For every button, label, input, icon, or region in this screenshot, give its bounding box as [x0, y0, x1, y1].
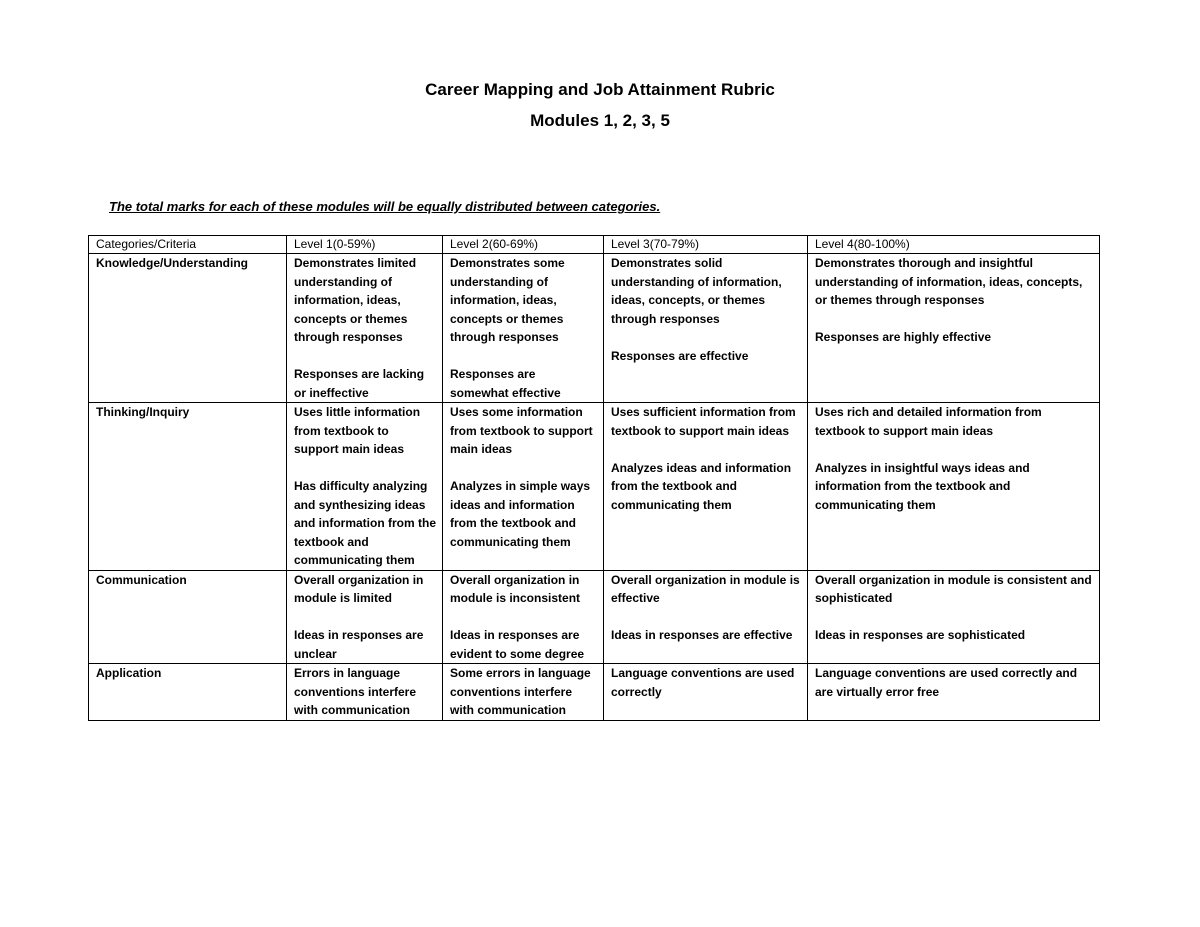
category-label: Knowledge/Understanding: [89, 254, 287, 403]
cell-level-2: [443, 403, 604, 571]
cell-level-4: [808, 403, 1100, 571]
cell-text: Errors in language conventions interfere with communication: [294, 666, 417, 717]
cell-level-2: [443, 570, 604, 664]
cell-text: Responses are effective: [611, 348, 749, 363]
cell-text: Language conventions are used correctly and are virtually error free: [815, 666, 1078, 699]
cell-text: Demonstrates some understanding of information, ideas, concepts or themes through responses: [450, 256, 565, 344]
cell-level-4: [808, 664, 1100, 721]
cell-text: Has difficulty analyzing and synthesizing ideas and information from the textbook and communicating them: [294, 479, 436, 567]
cell-level-1: [287, 254, 443, 403]
cell-text: Ideas in responses are effective: [611, 628, 793, 642]
cell-level-3: [604, 254, 808, 403]
rubric-table: [88, 235, 1100, 721]
distribution-note: The total marks for each of these modules will be equally distributed between categories.: [109, 199, 661, 214]
cell-text: Ideas in responses are evident to some degree: [450, 628, 585, 661]
cell-level-2: [443, 664, 604, 721]
cell-level-3: [604, 403, 808, 571]
cell-text: Some errors in language conventions interfere with communication: [450, 666, 591, 717]
cell-text: Overall organization in module is limited: [294, 572, 424, 605]
row-thinking: [89, 403, 1100, 571]
header-criteria: Categories/Criteria: [89, 236, 287, 254]
page-title: Career Mapping and Job Attainment Rubric: [425, 80, 775, 99]
cell-text: Uses some information from textbook to support main ideas: [450, 405, 593, 456]
cell-text: Responses are lacking or ineffective: [294, 367, 425, 400]
category-label: Communication: [89, 570, 287, 664]
cell-level-2: [443, 254, 604, 403]
cell-text: Overall organization in module is inconsistent: [450, 572, 581, 605]
cell-text: Uses little information from textbook to support main ideas: [294, 405, 421, 456]
cell-level-1: [287, 664, 443, 721]
cell-text: Language conventions are used correctly: [611, 666, 795, 699]
header-level-3: Level 3(70-79%): [604, 236, 808, 254]
header-level-2: Level 2(60-69%): [443, 236, 604, 254]
cell-text: Analyzes ideas and information from the textbook and communicating them: [611, 460, 792, 512]
row-communication: [89, 570, 1100, 664]
cell-text: Ideas in responses are sophisticated: [815, 628, 1026, 642]
cell-text: Demonstrates solid understanding of information, ideas, concepts, or themes through responses: [611, 256, 782, 326]
category-label: Thinking/Inquiry: [89, 403, 287, 571]
cell-text: Ideas in responses are unclear: [294, 628, 424, 661]
cell-level-3: [604, 664, 808, 721]
cell-level-3: [604, 570, 808, 664]
cell-text: Uses sufficient information from textbook to support main ideas: [611, 405, 796, 438]
page-subtitle: Modules 1, 2, 3, 5: [530, 111, 670, 130]
cell-text: Responses are highly effective: [815, 330, 992, 344]
header-row: [89, 236, 1100, 254]
cell-level-4: [808, 570, 1100, 664]
row-knowledge: [89, 254, 1100, 403]
row-application: [89, 664, 1100, 721]
header-level-1: Level 1(0-59%): [287, 236, 443, 254]
header-level-4: Level 4(80-100%): [808, 236, 1100, 254]
cell-level-1: [287, 403, 443, 571]
category-label: Application: [89, 664, 287, 721]
cell-text: Uses rich and detailed information from textbook to support main ideas: [815, 405, 1042, 438]
cell-level-4: [808, 254, 1100, 403]
cell-text: Demonstrates thorough and insightful understanding of information, ideas, concepts, or themes through responses: [815, 256, 1083, 307]
cell-text: Analyzes in simple ways ideas and information from the textbook and communicating them: [450, 479, 591, 549]
cell-text: Overall organization in module is consistent and sophisticated: [815, 572, 1092, 605]
cell-text: Overall organization in module is effective: [611, 572, 800, 605]
cell-text: Analyzes in insightful ways ideas and information from the textbook and communicating them: [815, 460, 1030, 512]
cell-text: Demonstrates limited understanding of information, ideas, concepts or themes through responses: [294, 256, 417, 344]
cell-text: Responses are somewhat effective: [450, 367, 561, 400]
cell-level-1: [287, 570, 443, 664]
